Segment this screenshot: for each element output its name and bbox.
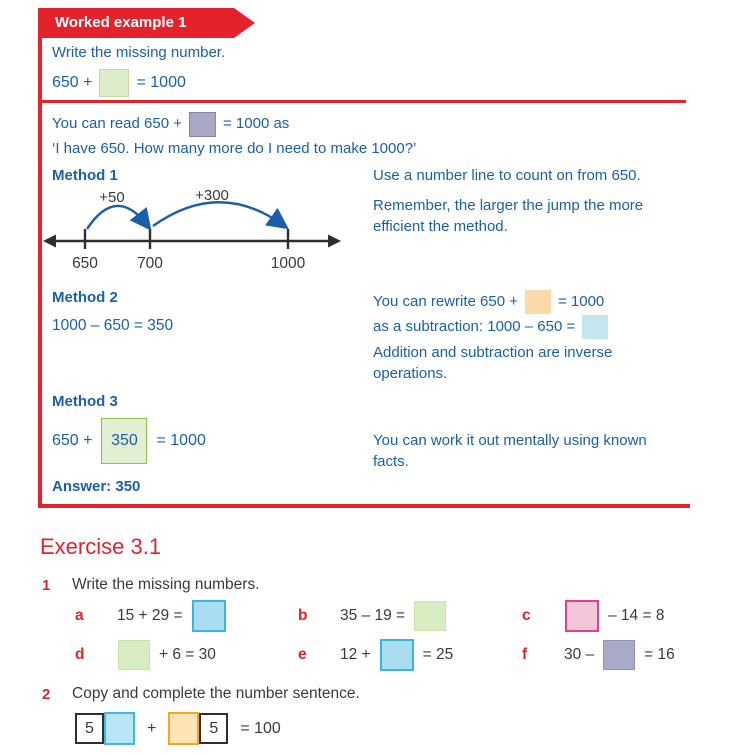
method2-note1-prefix: You can rewrite 650 +	[373, 293, 518, 310]
missing-number-box-grey	[189, 112, 216, 137]
part-e-answer-box	[380, 639, 414, 671]
part-b	[298, 600, 451, 632]
part-c-letter: c	[522, 607, 531, 624]
equation-prefix: 650 +	[52, 74, 93, 91]
worked-example-banner-label: Worked example 1	[55, 14, 187, 31]
method2-note1-suffix: = 1000	[557, 293, 605, 310]
method1-note2: Remember, the larger the jump the more efficient the method.	[373, 197, 644, 235]
method2-note2-text: as a subtraction: 1000 – 650 =	[373, 318, 576, 335]
method2-note-line1	[373, 289, 683, 315]
method3-prefix: 650 +	[52, 432, 93, 449]
part-c-answer-box	[565, 600, 599, 632]
read-line	[52, 110, 289, 137]
jump-arc-2	[153, 202, 283, 226]
quote-line: ‘I have 650. How many more do I need to make 1000?’	[52, 140, 417, 157]
tens-digit-1: 5	[85, 719, 94, 737]
part-a-answer-box	[192, 600, 226, 632]
method2-note-line2	[373, 314, 683, 340]
number-line	[42, 179, 342, 273]
part-b-letter: b	[298, 607, 308, 624]
axis-arrow-right	[328, 235, 341, 248]
method2-note-inverse: Addition and subtraction are inverse operations.	[373, 344, 613, 382]
part-f-letter: f	[522, 646, 528, 663]
part-e	[298, 639, 457, 671]
worked-example-panel	[38, 8, 690, 508]
read-line-suffix: = 1000 as	[222, 115, 290, 132]
missing-number-box-orange	[525, 290, 551, 314]
method2-working: 1000 – 650 = 350	[52, 317, 174, 334]
method1-note1: Use a number line to count on from 650.	[373, 167, 641, 184]
method3-answer-box	[101, 418, 147, 464]
part-b-answer-box	[414, 601, 446, 631]
equals-result: = 100	[240, 719, 281, 737]
missing-number-box-green	[99, 69, 129, 97]
equation-suffix: = 1000	[136, 74, 186, 91]
part-f	[522, 639, 679, 671]
method3-suffix: = 1000	[156, 432, 206, 449]
missing-number-box-cyan	[582, 315, 608, 339]
question2-number: 2	[42, 686, 51, 703]
jump-label-1: +50	[99, 189, 125, 206]
axis-arrow-left	[43, 235, 56, 248]
part-f-answer-box	[603, 640, 635, 670]
part-a-expression: 15 + 29 =	[117, 607, 183, 624]
first-number-pair	[75, 712, 135, 745]
method3-note: You can work it out mentally using known facts.	[373, 432, 647, 470]
jump-arc-1	[87, 206, 147, 229]
part-f-prefix: 30 –	[564, 646, 595, 663]
answer-line: Answer: 350	[52, 478, 141, 495]
part-c-expression: – 14 = 8	[608, 607, 665, 624]
part-d	[75, 639, 220, 671]
method2-label: Method 2	[52, 289, 118, 306]
tens-answer-box-orange	[168, 712, 199, 745]
tick-label-650: 650	[72, 255, 98, 272]
axis-ticks	[85, 229, 288, 249]
method3-label: Method 3	[52, 393, 118, 410]
exercise-title: Exercise 3.1	[40, 534, 162, 559]
tick-label-1000: 1000	[270, 255, 306, 272]
part-a-letter: a	[75, 607, 84, 624]
method1-label: Method 1	[52, 167, 118, 184]
read-line-prefix: You can read 650 +	[52, 115, 182, 132]
worked-example-banner	[38, 8, 234, 38]
ones-digit-2: 5	[209, 719, 219, 737]
question1-number: 1	[42, 577, 51, 594]
question2-text: Copy and complete the number sentence.	[72, 685, 360, 702]
red-divider	[38, 100, 686, 103]
plus-sign: +	[147, 719, 157, 737]
question1-text: Write the missing numbers.	[72, 576, 260, 593]
ones-answer-box-cyan	[104, 712, 135, 745]
second-number-pair	[168, 712, 228, 745]
part-e-suffix: = 25	[422, 646, 454, 663]
part-e-letter: e	[298, 646, 307, 663]
method3-equation	[52, 418, 206, 464]
part-d-expression: + 6 = 30	[159, 646, 216, 663]
question2-number-sentence	[75, 712, 281, 745]
part-d-answer-box	[118, 640, 150, 670]
part-d-letter: d	[75, 646, 85, 663]
part-f-suffix: = 16	[644, 646, 675, 663]
tick-label-700: 700	[137, 255, 163, 272]
question-equation	[52, 68, 186, 98]
jump-label-2: +300	[195, 187, 229, 204]
part-b-expression: 35 – 19 =	[340, 607, 406, 624]
part-a	[75, 600, 231, 632]
part-e-prefix: 12 +	[340, 646, 371, 663]
ones-digit-box-2	[199, 713, 228, 744]
tens-digit-box-1	[75, 713, 104, 744]
method3-box-value: 350	[111, 432, 138, 449]
part-c	[522, 600, 668, 632]
question-prompt: Write the missing number.	[52, 44, 226, 61]
